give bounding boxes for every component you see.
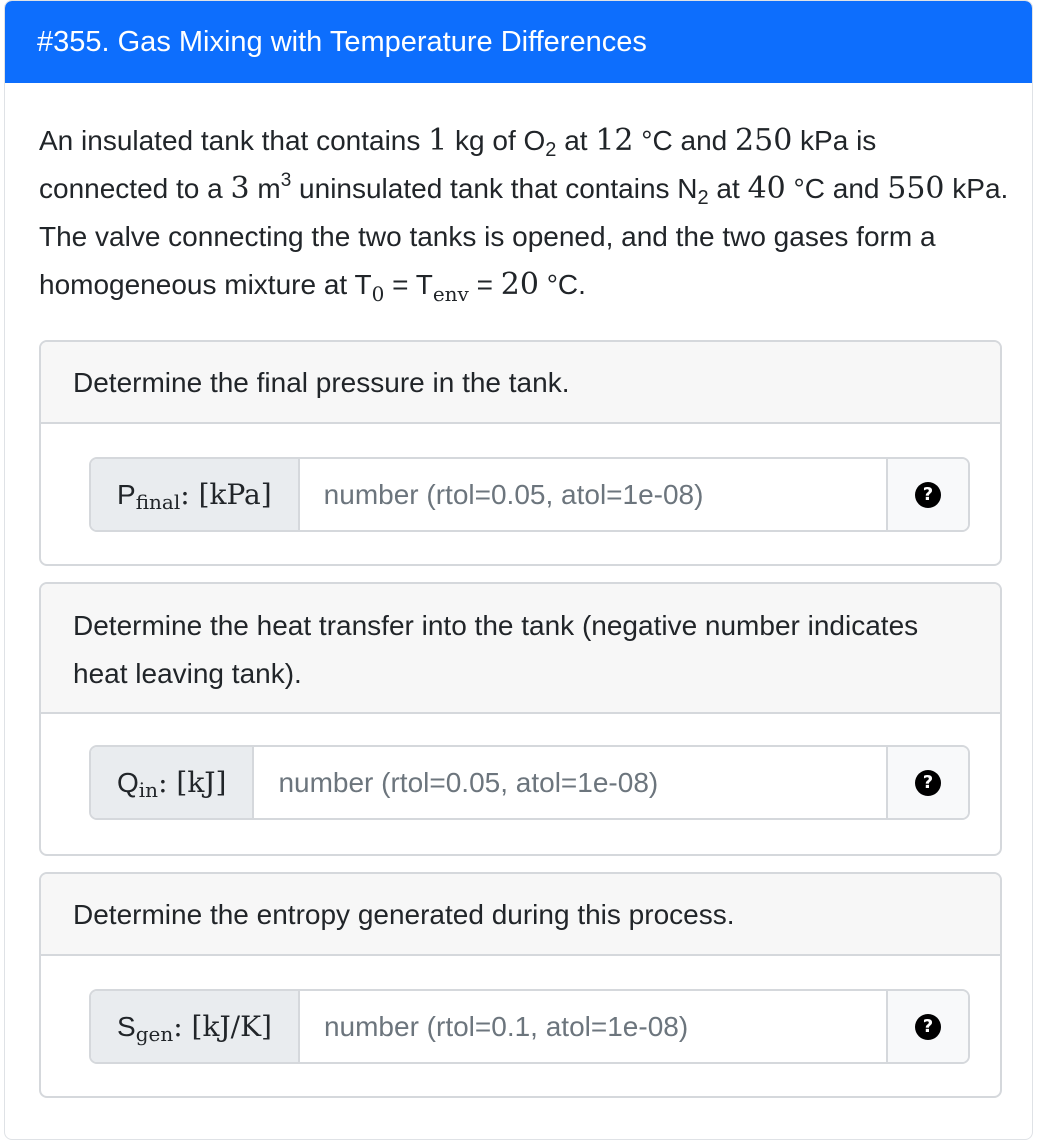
- part-1-input-group: [89, 457, 970, 532]
- part-2-label: Q in : [kJ]: [91, 747, 254, 818]
- final-pressure-input[interactable]: [300, 459, 886, 530]
- question-mark-icon: ?: [915, 770, 941, 796]
- part-3-label: S gen : [kJ/K]: [91, 991, 300, 1062]
- question-card: [4, 0, 1033, 1140]
- part-1-help-button[interactable]: [886, 459, 968, 530]
- part-1-card: [39, 340, 1002, 566]
- part-3-prompt: Determine the entropy generated during this process.: [41, 874, 1000, 956]
- problem-statement: An insulated tank that contains 1 kg of $O_2$ at 12 °C and 250 kPa is connected to a 3 $m^3$ uninsulated tank that contains $N_2$ at 40 °C and 550 kPa. The valve connecting the two tanks is opened, and the two gases form a homogeneous mixture at $T_0 = T_{env} = 20$ °C.: [39, 123, 1009, 306]
- question-title: #355. Gas Mixing with Temperature Differences: [5, 1, 1032, 83]
- question-mark-icon: ?: [915, 1014, 941, 1040]
- part-2-input-group: [89, 745, 970, 820]
- entropy-generated-input[interactable]: [300, 991, 886, 1062]
- part-1-label: P final : [kPa]: [91, 459, 300, 530]
- question-mark-icon: ?: [915, 482, 941, 508]
- part-3-card: [39, 872, 1002, 1098]
- part-2-card: [39, 582, 1002, 856]
- part-3-help-button[interactable]: [886, 991, 968, 1062]
- part-3-input-group: [89, 989, 970, 1064]
- part-2-help-button[interactable]: [886, 747, 968, 818]
- part-1-prompt: Determine the final pressure in the tank.: [41, 342, 1000, 424]
- heat-transfer-input[interactable]: [254, 747, 886, 818]
- part-2-prompt: Determine the heat transfer into the tank (negative number indicates heat leaving tank).: [41, 584, 1000, 714]
